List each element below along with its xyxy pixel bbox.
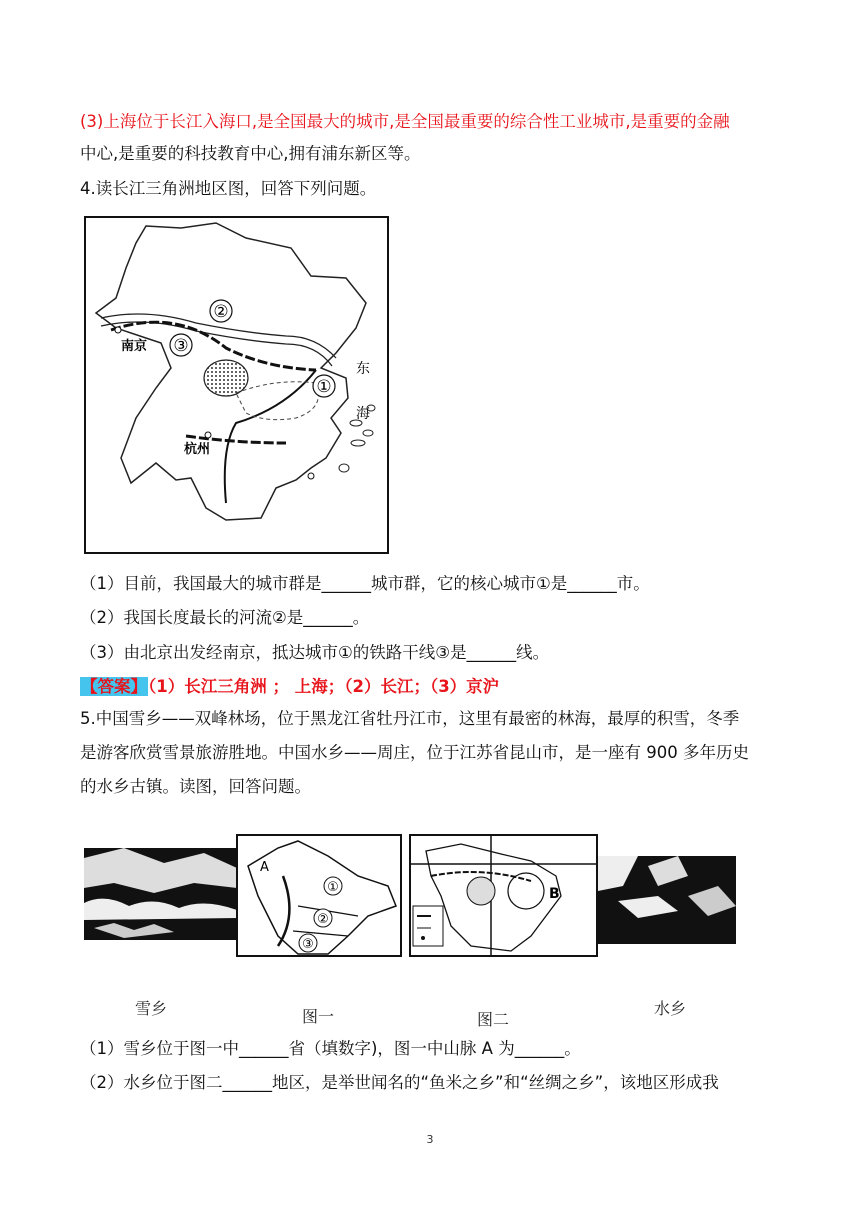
snow-village-photo-drawing xyxy=(84,848,237,940)
map-label-nanjing: 南京 xyxy=(121,339,148,354)
figure-two-map-drawing xyxy=(411,836,596,955)
caption-water-village: 水乡 xyxy=(654,999,687,1018)
snow-village-photo xyxy=(84,848,237,940)
figure-one-marker-3: ③ xyxy=(302,937,314,952)
question-5-line-1: 5.中国雪乡——双峰林场，位于黑龙江省牡丹江市，这里有最密的林海，最厚的积雪，冬季 xyxy=(80,709,740,728)
text-line-2: 中心,是重要的科技教育中心,拥有浦东新区等。 xyxy=(80,144,421,163)
water-village-photo-drawing xyxy=(598,856,736,944)
question-5-line-2: 是游客欣赏雪景旅游胜地。中国水乡——周庄，位于江苏省昆山市，是一座有 900 多年历史 xyxy=(80,743,749,762)
question-5-1: （1）雪乡位于图一中______省（填数字)，图一中山脉 A 为______。 xyxy=(80,1039,581,1058)
figure-one-marker-1: ① xyxy=(327,880,339,895)
caption-snow-village: 雪乡 xyxy=(135,999,168,1018)
answer-tag: 【答案】 xyxy=(81,677,147,696)
question-4-2: （2）我国长度最长的河流②是______。 xyxy=(80,608,370,627)
question-4-3: （3）由北京出发经南京，抵达城市①的铁路干线③是______线。 xyxy=(80,643,550,662)
answer-text: （1）长江三角洲 ； 上海；（2）长江；（3）京沪 xyxy=(148,677,500,696)
yangtze-delta-map xyxy=(84,216,389,554)
text-line-1: (3)上海位于长江入海口,是全国最大的城市,是全国最重要的综合性工业城市,是重要的金融 xyxy=(80,112,730,131)
question-4-title: 4.读长江三角洲地区图，回答下列问题。 xyxy=(80,179,377,198)
figure-two-label-b: B xyxy=(549,886,560,902)
map-marker-2: ② xyxy=(213,302,229,322)
figure-one-label-a: A xyxy=(260,860,269,875)
yangtze-delta-map-drawing xyxy=(86,218,387,552)
map-label-dong: 东 xyxy=(356,361,370,377)
page-number: 3 xyxy=(426,1133,434,1146)
caption-figure-two: 图二 xyxy=(477,1010,510,1029)
map-marker-3: ③ xyxy=(173,336,189,356)
water-village-photo xyxy=(598,856,736,944)
figure-one-map xyxy=(236,834,402,957)
question-4-1: （1）目前，我国最大的城市群是______城市群，它的核心城市①是______市。 xyxy=(80,574,650,593)
question-5-line-3: 的水乡古镇。读图，回答问题。 xyxy=(80,777,311,796)
figure-two-map xyxy=(409,834,598,957)
question-5-2: （2）水乡位于图二______地区，是举世闻名的“鱼米之乡”和“丝绸之乡”，该地区形成我 xyxy=(80,1073,719,1092)
map-label-hai: 海 xyxy=(356,406,370,422)
figure-one-marker-2: ② xyxy=(317,912,329,927)
map-marker-1: ① xyxy=(316,377,332,397)
answer-line xyxy=(80,676,499,698)
caption-figure-one: 图一 xyxy=(302,1007,335,1026)
figure-one-map-drawing xyxy=(238,836,400,955)
map-label-hangzhou: 杭州 xyxy=(184,442,211,457)
